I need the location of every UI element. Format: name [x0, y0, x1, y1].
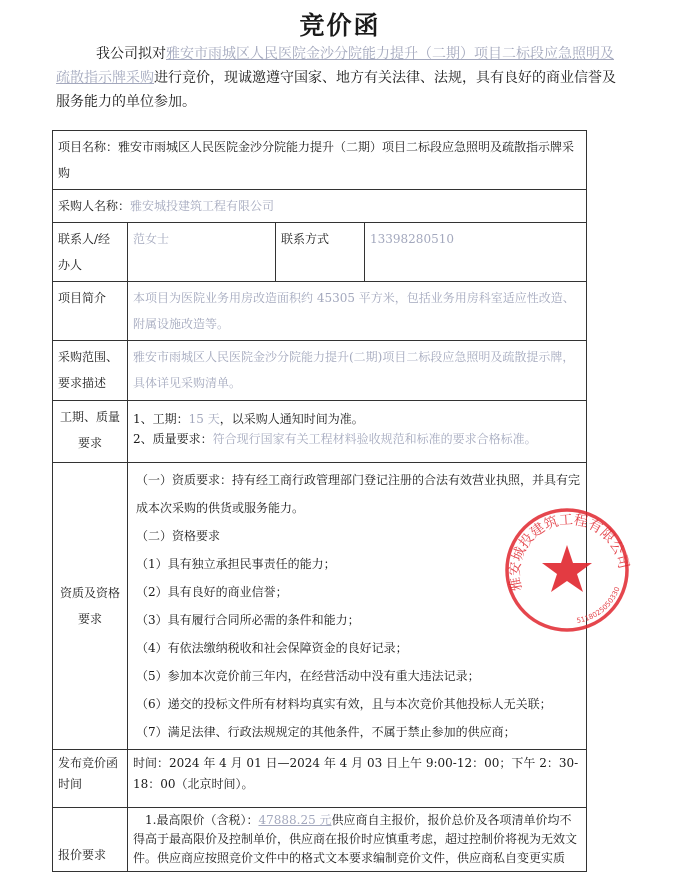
row-summary — [53, 282, 587, 341]
qual-label: 资质及资格要求 — [53, 463, 128, 750]
qual-item: （4）有依法缴纳税收和社会保障资金的良好记录； — [136, 641, 408, 655]
publish-label: 发布竞价函时间 — [53, 750, 128, 808]
project-name-label: 项目名称： — [58, 140, 119, 154]
quality-line: 2、质量要求：符合现行国家有关工程材料验收规范和标准的要求合格标准。 — [133, 432, 537, 446]
phone-label: 联系方式 — [276, 223, 365, 282]
scope-label: 采购范围、要求描述 — [53, 341, 128, 401]
price-label: 报价要求 — [53, 808, 128, 872]
phone-number: 13398280510 — [365, 223, 587, 282]
price-value: 47888.25 元 — [258, 813, 332, 827]
quality-value: 符合现行国家有关工程材料验收规范和标准的要求合格标准。 — [212, 432, 537, 446]
summary-label: 项目简介 — [53, 282, 128, 341]
row-price: 报价要求 1.最高限价（含税）：47888.25 元供应商自主报价，报价总价及各项清单价均不得高于最高限价及控制单价，供应商在报价时应慎重考虑，超过控制价将视为无效文件。供应商应按照竞价文件中的格式文本要求编制竞价文件，供应商私自变更实质 — [53, 808, 587, 872]
contact-name: 范女士 — [128, 223, 276, 282]
row-publish — [53, 750, 587, 808]
project-name: 雅安市雨城区人民医院金沙分院能力提升（二期）项目二标段应急照明及疏散指示牌采购 — [58, 140, 575, 180]
seal-code: 5118025050330 — [575, 585, 622, 626]
period-line: 1、工期：15 天，以采购人通知时间为准。 — [133, 412, 364, 426]
price-text: 供应商自主报价，报价总价及各项清单价均不得高于最高限价及控制单价，供应商在报价时应慎重考虑，超过控制价将视为无效文件。供应商应按照竞价文件中的格式文本要求编制竞价文件，供应商私自变更实质 — [133, 813, 578, 865]
seal-text: 雅安城投建筑工程有限公司 — [507, 511, 632, 593]
publish-text: 时间：2024 年 4 月 01 日—2024 年 4 月 03 日上午 9:00-12：00；下午 2：30-18：00（北京时间）。 — [128, 750, 587, 808]
company-seal — [502, 505, 632, 635]
intro-suffix: 进行竞价，现诚邀遵守国家、地方有关法律、法规，具有良好的商业信誉及服务能力的单位参加。 — [56, 70, 616, 110]
qual-item: （5）参加本次竞价前三年内，在经营活动中没有重大违法记录； — [136, 669, 480, 683]
period-label: 工期、质量要求 — [53, 401, 128, 463]
row-period — [53, 401, 587, 463]
row-contact — [53, 223, 587, 282]
contact-label: 联系人/经办人 — [53, 223, 128, 282]
intro-prefix: 我公司拟对 — [96, 46, 166, 62]
qual-item: （1）具有独立承担民事责任的能力； — [136, 557, 336, 571]
qual-item: （2）具有良好的商业信誉； — [136, 585, 288, 599]
intro-paragraph — [56, 42, 621, 114]
row-scope — [53, 341, 587, 401]
qual-item: （3）具有履行合同所必需的条件和能力； — [136, 613, 360, 627]
star-icon — [542, 545, 592, 592]
qual-item: （一）资质要求：持有经工商行政管理部门登记注册的合法有效营业执照，并具有完成本次采购的供货或服务能力。 — [136, 473, 581, 515]
qual-item: （7）满足法律、行政法规规定的其他条件，不属于禁止参加的供应商； — [136, 725, 516, 739]
period-value: 15 天 — [188, 412, 220, 426]
intro-project: 雅安市雨城区人民医院金沙分院能力提升（二期）项目二标段应急照明及疏散指示牌采购 — [56, 46, 614, 86]
buyer-label: 采购人名称： — [58, 199, 131, 213]
document-title: 竞价函 — [299, 11, 381, 40]
row-project-name — [53, 131, 587, 190]
buyer-name: 雅安城投建筑工程有限公司 — [130, 199, 275, 213]
row-buyer — [53, 190, 587, 223]
summary-text: 本项目为医院业务用房改造面积约 45305 平方米，包括业务用房科室适应性改造、附属设施改造等。 — [128, 282, 587, 341]
qual-item: （二）资格要求 — [136, 529, 221, 543]
bid-info-table — [52, 130, 587, 872]
qual-item: （6）递交的投标文件所有材料均真实有效，且与本次竞价其他投标人无关联； — [136, 697, 552, 711]
scope-text: 雅安市雨城区人民医院金沙分院能力提升(二期)项目二标段应急照明及疏散提示牌，具体详见采购清单。 — [128, 341, 587, 401]
